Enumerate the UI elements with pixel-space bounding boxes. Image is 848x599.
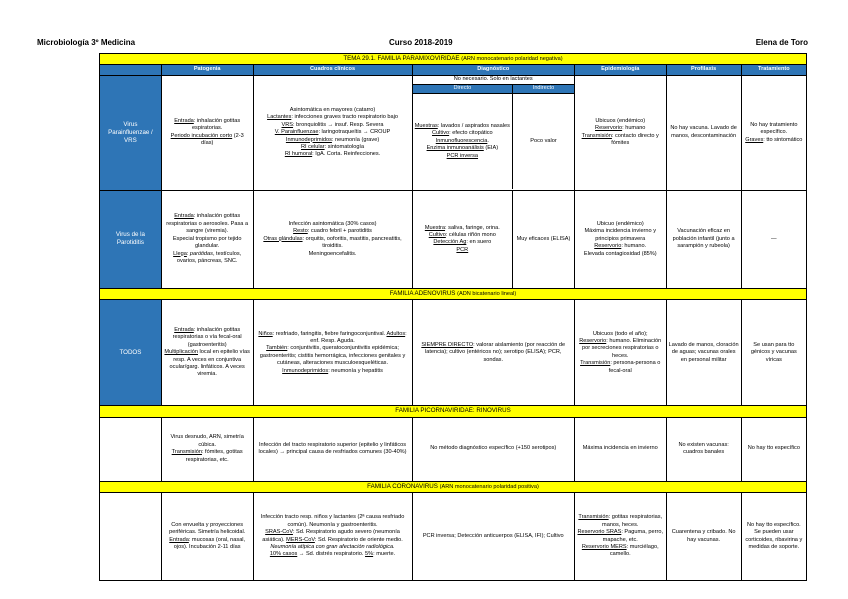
adeno-diagnostico: SIEMPRE DIRECTO: valorar aislamiento (por reacción de latencia); cultivo (entéricos no); serotipo (ELISA); PCR, sondas. [412,300,574,406]
rhino-tratamiento: No hay tto específico [741,417,806,481]
vrs-patogenia: Entrada: inhalación gotitas espiratorias. Periodo incubación corto (2-3 días) [161,75,253,190]
parotiditis-tratamiento: — [741,190,806,288]
summary-table [99,53,807,581]
family-subtitle: (ARN monocatenario polaridad negativa) [461,56,563,62]
table-row [100,417,807,481]
corner-cell [100,65,162,75]
corona-diagnostico: PCR inversa; Detección anticuerpos (ELISA, IFI); Cultivo [412,493,574,581]
vrs-epidemiologia: Ubicuos (endémico) Reservorio: humano Transmisión: contacto directo y fómites [574,75,666,190]
table-row [100,493,807,581]
adeno-profilaxis: Lavado de manos, cloración de aguas; vacunas orales en personal militar [666,300,741,406]
corona-epidemiologia: Transmisión: gotitas respiratorias, manos, heces. Reservorio SRAS: Paguma, perro, mapache, etc. Reservorio MERS: murciélago, camello. [574,493,666,581]
family-header-coronavirus: FAMILIA CORONAVIRUS (ARN monocatenario polaridad positiva) [100,481,807,492]
vrs-diag-indirect: Poco valor [513,93,574,189]
adeno-cuadros: Niños: resfriado, faringitis, fiebre faringoconjuntival. Adultos: enf. Resp. Aguda. También: conjuntivitis, queratoconjuntivitis epidémica; gastroenteritis; cistitis hemorrágica, infecciones genitales y cutáneas, alteraciones musculoesqueléticas. Inmunodeprimidos: neumonía y hepatitis [253,300,412,406]
topic-title: TEMA 29.1. [343,55,376,62]
adeno-patogenia: Entrada: inhalación gotitas respiratorias o vía fecal-oral (gastroenteritis) Multiplicación local en epitelio vías resp. A veces en conjuntiva ocular/garg. linfáticos. A veces viremia. [161,300,253,406]
parotiditis-diag-indirect: Muy eficaces (ELISA) [513,190,575,288]
row-label-parotiditis: Virus de la Parotiditis [100,190,162,288]
parotiditis-cuadros: Infección asintomática (30% casos) Resto: cuadro febril + parotiditis Otras glándulas: orquitis, ooforitis, mastitis, pancreatitis, tiroiditis. Meningoencefalitis. [253,190,412,288]
diag-direct-header: Directo [413,85,513,93]
corona-cuadros: Infección tracto resp. niños y lactantes (2ª causa resfriado común). Neumonía y gastroenteritis. SRAS-CoV: Sd. Respiratorio agudo severo (neumonía asiática). MERS-CoV: Sd. Respiratorio de oriente medio. Neumonía atípica con gran afectación radiológica. 10% casos → Sd. distrés respiratorio. 5%: muerte. [253,493,412,581]
adeno-epidemiologia: Ubicuos (todo el año); Reservorio: humano. Eliminación por secreciones respiratorias o heces. Transmisión: persona-persona o fecal-oral [574,300,666,406]
rhino-cuadros: Infección del tracto respiratorio superior (epitelio y linfáticos locales) → principal causa de resfriados comunes (30-40%) [253,417,412,481]
rhino-diagnostico: No método diagnóstico específico (+150 serotipos) [412,417,574,481]
col-header-profilaxis: Profilaxis [666,65,741,75]
family-header-paramyxo [100,54,807,65]
col-header-cuadros: Cuadros clínicos [253,65,412,75]
corona-tratamiento: No hay tto específico. Se pueden usar corticoides, ribavirina y medidas de soporte. [741,493,806,581]
adeno-tratamiento: Se usan para tto génicos y vacunas víricas [741,300,806,406]
diag-indirect-header: Indirecto [513,85,574,93]
vrs-diagnostico [412,75,574,190]
table-row [100,300,807,406]
header-left: Microbiología 3º Medicina [37,38,136,47]
corona-profilaxis: Cuarentena y cribado. No hay vacunas. [666,493,741,581]
corona-patogenia: Con envuelta y proyecciones periféricas. Simetría helicoidal. Entrada: mucosas (oral, nasal, ojos). Incubación 2-11 días [161,493,253,581]
col-header-tratamiento: Tratamiento [741,65,806,75]
header-center: Curso 2018-2019 [389,38,453,47]
col-header-epidemiologia: Epidemiología [574,65,666,75]
vrs-profilaxis: No hay vacuna. Lavado de manos, descontaminación [666,75,741,190]
parotiditis-diag-direct: Muestra: saliva, faringe, orina. Cultivo: células riñón mono Detección Ag: en suero PCR [412,190,513,288]
diag-note: No necesario. Solo en lactantes [413,76,574,85]
row-label-todos: TODOS [100,300,162,406]
vrs-tratamiento: No hay tratamiento específico. Graves: tto sintomático [741,75,806,190]
parotiditis-epidemiologia: Ubicuo (endémico) Máxima incidencia invierno y principios primavera Reservorio: humano. Elevada contagiosidad (85%) [574,190,666,288]
family-name: FAMILIA PARAMIXOVIRIDAE [377,55,460,62]
table-row [100,75,807,190]
rhino-profilaxis: No existen vacunas: cuadros banales [666,417,741,481]
vrs-diag-direct: Muestras: lavados / aspirados nasales Cultivo: efecto citopático Inmunofluorescencia. Enzima inmunoanálisis (EIA) PCR inversa [413,93,513,189]
row-label-vrs: Virus Parainfluenzae / VRS [100,75,162,190]
parotiditis-patogenia: Entrada: inhalación gotitas respiratorias o aerosoles. Pasa a sangre (viremia). Especial tropismo por tejido glandular. Llega: parótidas, testículos, ovarios, páncreas, SNC. [161,190,253,288]
table-row [100,190,807,288]
corona-label-cell [100,493,162,581]
col-header-patogenia: Patogenia [161,65,253,75]
vrs-cuadros: Asintomática en mayores (catarro) Lactantes: infecciones graves tracto respiratorio bajo VRS: bronquiolitis → insuf. Resp. Severa V. Parainfluenzae: laringotraqueítis → CROUP Inmunodeprimidos: neumonía (grave) RI celular: sintomatología RI humoral: IgA. Corta. Reinfecciones. [253,75,412,190]
rhino-label-cell [100,417,162,481]
family-header-adenovirus: FAMILIA ADENOVIRUS (ADN bicatenario lineal) [100,288,807,299]
parotiditis-profilaxis: Vacunación eficaz en población infantil (junto a sarampión y rubeola) [666,190,741,288]
rhino-patogenia: Virus desnudo, ARN, simetría cúbica. Transmisión: fómites, gotitas respiratorias, etc. [161,417,253,481]
header-right: Elena de Toro [755,38,808,47]
col-header-diagnostico: Diagnóstico [412,65,574,75]
rhino-epidemiologia: Máxima incidencia en invierno [574,417,666,481]
family-header-picornaviridae: FAMILIA PICORNAVIRIDAE: RINOVIRUS [100,406,807,417]
